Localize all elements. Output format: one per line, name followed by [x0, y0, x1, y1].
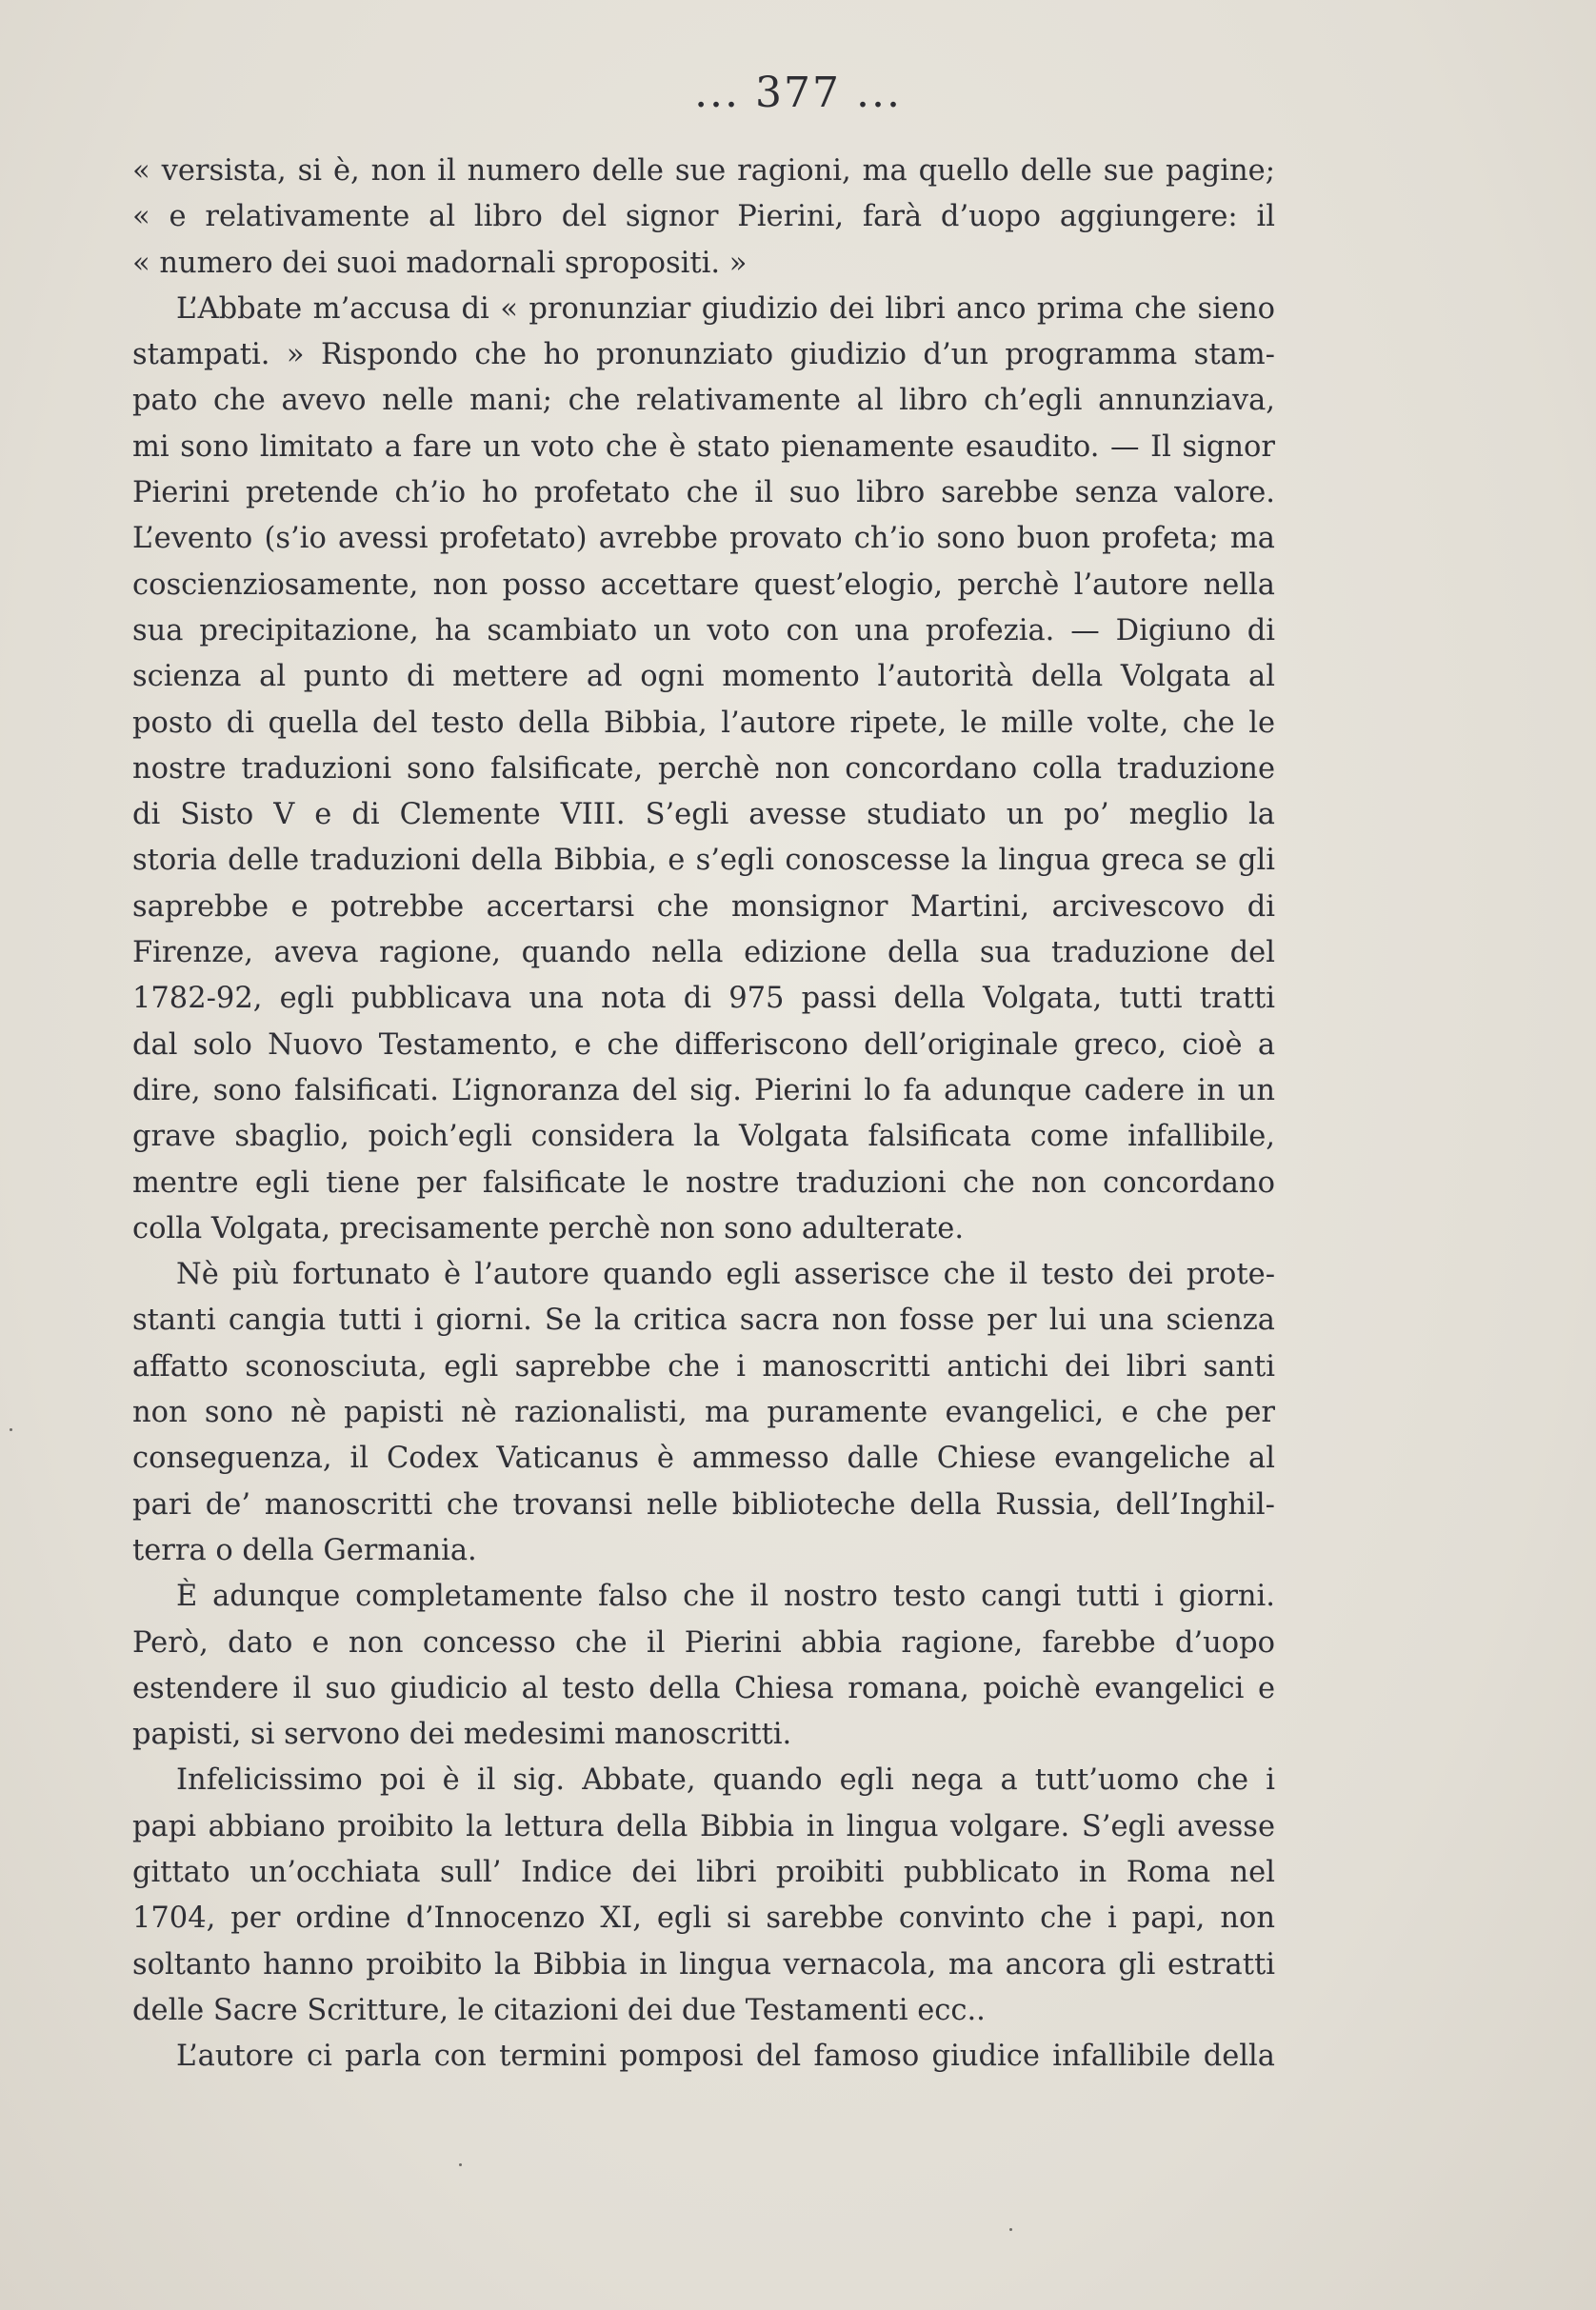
text-line: saprebbe e potrebbe accertarsi che monsignor Martini, arcivescovo di	[132, 889, 1275, 924]
page-number: ... 377 ...	[694, 69, 902, 117]
text-line: Pierini pretende ch’io ho profetato che il suo libro sarebbe senza valore.	[132, 476, 1275, 510]
text-line: dal solo Nuovo Testamento, e che differiscono dell’originale greco, cioè a	[132, 1027, 1275, 1062]
text-line: scienza al punto di mettere ad ogni momento l’autorità della Volgata al	[132, 660, 1275, 694]
text-line: Nè più fortunato è l’autore quando egli asserisce che il testo dei prote-	[176, 1258, 1275, 1292]
paper-speck	[10, 1428, 12, 1431]
text-line: delle Sacre Scritture, le citazioni dei due Testamenti ecc..	[132, 1993, 986, 2027]
text-line: gittato un’occhiata sull’ Indice dei libri proibiti pubblicato in Roma nel	[132, 1855, 1275, 1889]
text-line: Firenze, aveva ragione, quando nella edizione della sua traduzione del	[132, 936, 1275, 970]
text-line: terra o della Germania.	[132, 1533, 477, 1567]
text-line: « numero dei suoi madornali spropositi. »	[132, 246, 748, 280]
text-line: « e relativamente al libro del signor Pierini, farà d’uopo aggiungere: il	[132, 200, 1275, 234]
text-line: pato che avevo nelle mani; che relativamente al libro ch’egli annunziava,	[132, 384, 1275, 418]
text-line: « versista, si è, non il numero delle sue ragioni, ma quello delle sue pagine;	[132, 154, 1275, 188]
text-line: affatto sconosciuta, egli saprebbe che i manoscritti antichi dei libri santi	[132, 1349, 1275, 1384]
text-line: posto di quella del testo della Bibbia, l’autore ripete, le mille volte, che le	[132, 706, 1275, 740]
text-line: sua precipitazione, ha scambiato un voto con una profezia. — Digiuno di	[132, 613, 1275, 647]
paper-speck	[1009, 2228, 1012, 2231]
text-line: papisti, si servono dei medesimi manoscritti.	[132, 1718, 792, 1752]
text-line: non sono nè papisti nè razionalisti, ma puramente evangelici, e che per	[132, 1396, 1275, 1430]
text-line: stampati. » Rispondo che ho pronunziato giudizio d’un programma stam-	[132, 338, 1275, 372]
text-line: mentre egli tiene per falsificate le nostre traduzioni che non concordano	[132, 1165, 1275, 1200]
text-line: colla Volgata, precisamente perchè non sono adulterate.	[132, 1211, 965, 1245]
text-line: conseguenza, il Codex Vaticanus è ammesso dalle Chiese evangeliche al	[132, 1442, 1275, 1476]
text-line: papi abbiano proibito la lettura della Bibbia in lingua volgare. S’egli avesse	[132, 1809, 1275, 1843]
text-line: dire, sono falsificati. L’ignoranza del sig. Pierini lo fa adunque cadere in un	[132, 1073, 1275, 1107]
text-line: Infelicissimo poi è il sig. Abbate, quando egli nega a tutt’uomo che i	[176, 1763, 1275, 1798]
text-line: stanti cangia tutti i giorni. Se la critica sacra non fosse per lui una scienza	[132, 1304, 1275, 1338]
text-line: L’autore ci parla con termini pomposi del famoso giudice infallibile della	[176, 2040, 1275, 2074]
text-line: grave sbaglio, poich’egli considera la Volgata falsificata come infallibile,	[132, 1120, 1275, 1154]
text-line: storia delle traduzioni della Bibbia, e s’egli conoscesse la lingua greca se gli	[132, 844, 1275, 878]
text-line: nostre traduzioni sono falsificate, perchè non concordano colla traduzione	[132, 751, 1275, 786]
paper-speck	[459, 2163, 462, 2166]
text-line: di Sisto V e di Clemente VIII. S’egli avesse studiato un po’ meglio la	[132, 798, 1275, 832]
text-line: 1704, per ordine d’Innocenzo XI, egli si sarebbe convinto che i papi, non	[132, 1902, 1275, 1936]
text-line: coscienziosamente, non posso accettare quest’elogio, perchè l’autore nella	[132, 568, 1275, 602]
text-line: L’evento (s’io avessi profetato) avrebbe provato ch’io sono buon profeta; ma	[132, 522, 1275, 556]
text-line: Però, dato e non concesso che il Pierini abbia ragione, farebbe d’uopo	[132, 1625, 1275, 1660]
text-line: L’Abbate m’accusa di « pronunziar giudizio dei libri anco prima che sieno	[176, 291, 1275, 326]
text-line: soltanto hanno proibito la Bibbia in lingua vernacola, ma ancora gli estratti	[132, 1947, 1275, 1981]
text-line: È adunque completamente falso che il nostro testo cangi tutti i giorni.	[176, 1580, 1275, 1614]
text-line: estendere il suo giudicio al testo della Chiesa romana, poichè evangelici e	[132, 1671, 1275, 1705]
text-line: mi sono limitato a fare un voto che è stato pienamente esaudito. — Il signor	[132, 429, 1275, 464]
text-line: pari de’ manoscritti che trovansi nelle biblioteche della Russia, dell’Inghil-	[132, 1487, 1275, 1522]
text-line: 1782-92, egli pubblicava una nota di 975 passi della Volgata, tutti tratti	[132, 982, 1275, 1016]
body-text	[132, 149, 1275, 2080]
